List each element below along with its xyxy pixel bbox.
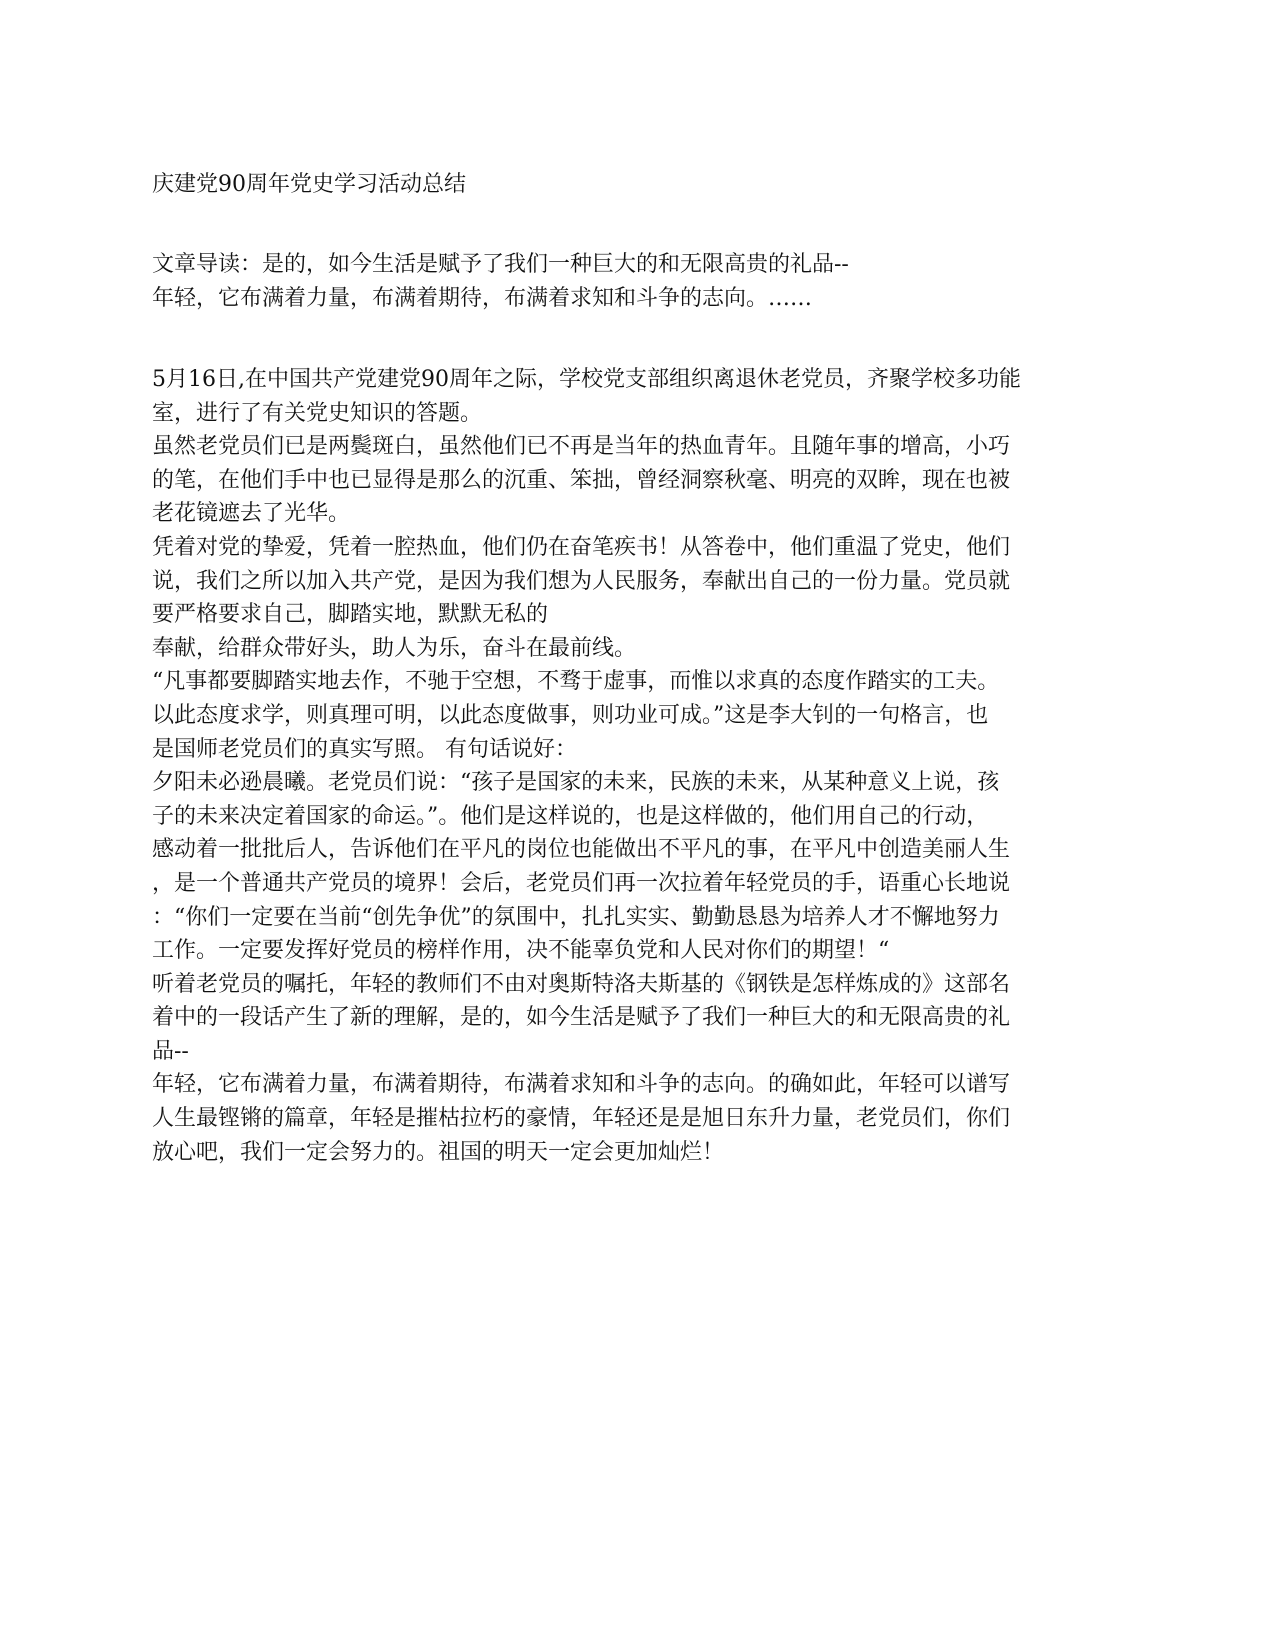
document-title: 庆建党90周年党史学习活动总结 [152,172,466,197]
body-line: 着中的一段话产生了新的理解，是的，如今生活是赋予了我们一种巨大的和无限高贵的礼 [152,1005,1011,1031]
body-line: 品-- [152,1038,189,1064]
body-line: 感动着一批批后人，告诉他们在平凡的岗位也能做出不平凡的事，在平凡中创造美丽人生 [152,837,1011,863]
body-line: “凡事都要脚踏实地去作，不驰于空想，不骛于虚事，而惟以求真的态度作踏实的工夫。 [152,669,1000,695]
body-line: ：“你们一定要在当前“创先争优”的氛围中，扎扎实实、勤勤恳恳为培养人才不懈地努力 [152,904,1000,930]
body-line: 夕阳未必逊晨曦。老党员们说：“孩子是国家的未来，民族的未来，从某种意义上说，孩 [152,770,1000,796]
body-line: 要严格要求自己，脚踏实地，默默无私的 [152,602,549,628]
body-line: 子的未来决定着国家的命运。”。他们是这样说的，也是这样做的，他们用自己的行动， [152,803,989,829]
body-line: 说，我们之所以加入共产党，是因为我们想为人民服务，奉献出自己的一份力量。党员就 [152,568,1011,594]
body-line: 老花镜遮去了光华。 [152,501,351,527]
body-line: 的笔，在他们手中也已显得是那么的沉重、笨拙，曾经洞察秋毫、明亮的双眸，现在也被 [152,467,1011,493]
body-line: 室，进行了有关党史知识的答题。 [152,400,483,426]
body-line: 虽然老党员们已是两鬓斑白，虽然他们已不再是当年的热血青年。且随年事的增高，小巧 [152,434,1011,460]
intro-line: 年轻，它布满着力量，布满着期待，布满着求知和斗争的志向。…… [152,285,813,311]
body-line: ，是一个普通共产党员的境界！会后，老党员们再一次拉着年轻党员的手，语重心长地说 [152,870,1011,896]
article-body [152,363,1127,1169]
body-line: 奉献，给群众带好头，助人为乐，奋斗在最前线。 [152,635,637,661]
article-intro [152,248,1127,315]
body-line: 听着老党员的嘱托，年轻的教师们不由对奥斯特洛夫斯基的《钢铁是怎样炼成的》这部名 [152,971,1011,997]
body-line: 人生最铿锵的篇章，年轻是摧枯拉朽的豪情，年轻还是是旭日东升力量，老党员们，你们 [152,1106,1011,1132]
body-line: 是国师老党员们的真实写照。 有句话说好： [152,736,577,762]
intro-line: 文章导读：是的，如今生活是赋予了我们一种巨大的和无限高贵的礼品-- [152,252,849,277]
body-line: 工作。一定要发挥好党员的榜样作用，决不能辜负党和人民对你们的期望！“ [152,938,890,964]
body-line: 以此态度求学，则真理可明，以此态度做事，则功业可成。”这是李大钊的一句格言，也 [152,702,989,728]
body-line: 年轻，它布满着力量，布满着期待，布满着求知和斗争的志向。的确如此，年轻可以谱写 [152,1072,1011,1098]
body-line: 凭着对党的挚爱，凭着一腔热血，他们仍在奋笔疾书！从答卷中，他们重温了党史，他们 [152,534,1011,560]
body-line: 放心吧，我们一定会努力的。祖国的明天一定会更加灿烂！ [152,1139,725,1165]
body-line: 5月16日,在中国共产党建党90周年之际，学校党支部组织离退休老党员，齐聚学校多功能 [152,367,1021,392]
